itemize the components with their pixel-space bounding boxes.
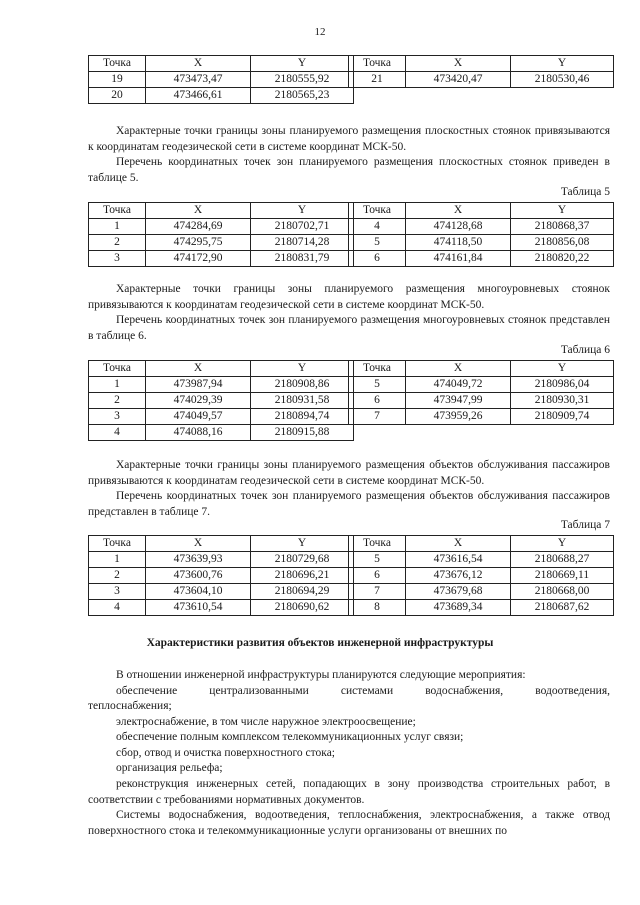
multi-level-parking-paragraph-2: Перечень координатных точек зон планируемого размещения многоуровневых стоянок представлен в таблице 6. (88, 314, 610, 342)
column-header: Y (251, 203, 354, 219)
table-cell: 2180690,62 (251, 600, 354, 616)
table-cell: 2180669,11 (511, 568, 614, 584)
column-header: X (406, 56, 511, 72)
column-header: Точка (89, 361, 146, 377)
table-header-row (349, 361, 614, 377)
column-header: X (406, 536, 511, 552)
column-header: Точка (89, 203, 146, 219)
table-cell: 474049,72 (406, 377, 511, 393)
infrastructure-item-4: сбор, отвод и очистка поверхностного стока; (116, 747, 335, 759)
table-cell: 2180986,04 (511, 377, 614, 393)
column-header: Y (251, 361, 354, 377)
table-cell: 474029,39 (146, 393, 251, 409)
table-row (89, 409, 354, 425)
table-6-left (88, 360, 354, 441)
column-header: Точка (349, 536, 406, 552)
table-cell: 2180856,08 (511, 235, 614, 251)
table-row (89, 219, 354, 235)
table-cell: 1 (89, 219, 146, 235)
table-cell: 474049,57 (146, 409, 251, 425)
table-header-row (349, 203, 614, 219)
table-cell: 2180894,74 (251, 409, 354, 425)
column-header: Точка (349, 56, 406, 72)
table-cell: 2180915,88 (251, 425, 354, 441)
table-header-row (89, 203, 354, 219)
table-row (349, 409, 614, 425)
column-header: X (146, 56, 251, 72)
table-cell: 2180687,62 (511, 600, 614, 616)
passenger-services-paragraph-1: Характерные точки границы зоны планируемого размещения объектов обслуживания пассажиров привязываются к координатам геодезической сети в системе координат МСК-50. (88, 459, 610, 487)
table-cell: 473600,76 (146, 568, 251, 584)
table-cell: 20 (89, 88, 146, 104)
column-header: X (406, 203, 511, 219)
table-cell: 7 (349, 409, 406, 425)
table-cell: 2180908,86 (251, 377, 354, 393)
coordinates-table-continued-right (348, 55, 614, 88)
table-7-left (88, 535, 354, 616)
table-cell: 2180831,79 (251, 251, 354, 267)
table-cell: 473610,54 (146, 600, 251, 616)
table-cell: 474161,84 (406, 251, 511, 267)
table-cell: 4 (89, 425, 146, 441)
table-cell: 473959,26 (406, 409, 511, 425)
table-row (89, 377, 354, 393)
column-header: Y (511, 536, 614, 552)
table-cell: 5 (349, 235, 406, 251)
table-cell: 2180565,23 (251, 88, 354, 104)
table-row (89, 393, 354, 409)
table-cell: 2180820,22 (511, 251, 614, 267)
table-row (349, 393, 614, 409)
table-cell: 4 (89, 600, 146, 616)
infrastructure-item-5: организация рельефа; (116, 762, 223, 774)
table-header-row (349, 536, 614, 552)
table-cell: 6 (349, 568, 406, 584)
table-cell: 6 (349, 393, 406, 409)
table-cell: 5 (349, 552, 406, 568)
table-row (349, 584, 614, 600)
table-cell: 5 (349, 377, 406, 393)
table-7-caption: Таблица 7 (560, 519, 610, 531)
infrastructure-closing-paragraph: Системы водоснабжения, водоотведения, теплоснабжения, электроснабжения, а также отвод поверхностного стока и телекоммуникационные услуги организованы от внешних по (88, 809, 610, 837)
table-cell: 2 (89, 235, 146, 251)
table-cell: 21 (349, 72, 406, 88)
table-cell: 8 (349, 600, 406, 616)
table-5-right (348, 202, 614, 267)
infrastructure-item-2: электроснабжение, в том числе наружное электроосвещение; (116, 716, 416, 728)
column-header: X (406, 361, 511, 377)
table-cell: 473604,10 (146, 584, 251, 600)
infrastructure-item-1-line-1: обеспечение централизованными системами водоснабжения, водоотведения, (116, 685, 610, 697)
infrastructure-heading: Характеристики развития объектов инженерной инфраструктуры (146, 637, 494, 649)
column-header: Y (511, 203, 614, 219)
flat-parking-paragraph-2: Перечень координатных точек зон планируемого размещения плоскостных стоянок приведен в таблице 5. (88, 156, 610, 184)
table-row (349, 72, 614, 88)
table-cell: 3 (89, 584, 146, 600)
table-row (349, 552, 614, 568)
table-row (89, 568, 354, 584)
table-row (89, 251, 354, 267)
table-cell: 473473,47 (146, 72, 251, 88)
column-header: Y (511, 361, 614, 377)
flat-parking-paragraph-1: Характерные точки границы зоны планируемого размещения плоскостных стоянок привязываются к координатам геодезической сети в системе координат МСК-50. (88, 125, 610, 153)
table-cell: 7 (349, 584, 406, 600)
table-cell: 473676,12 (406, 568, 511, 584)
table-cell: 474295,75 (146, 235, 251, 251)
table-header-row (349, 56, 614, 72)
table-cell: 474118,50 (406, 235, 511, 251)
table-cell: 2180696,21 (251, 568, 354, 584)
table-row (89, 425, 354, 441)
table-7-right (348, 535, 614, 616)
column-header: X (146, 361, 251, 377)
table-cell: 2180714,28 (251, 235, 354, 251)
table-cell: 2180668,00 (511, 584, 614, 600)
table-cell: 474088,16 (146, 425, 251, 441)
table-cell: 2180930,31 (511, 393, 614, 409)
table-row (89, 584, 354, 600)
table-cell: 2180729,68 (251, 552, 354, 568)
column-header: X (146, 536, 251, 552)
table-cell: 3 (89, 251, 146, 267)
column-header: Y (251, 536, 354, 552)
column-header: Точка (89, 56, 146, 72)
table-cell: 2180702,71 (251, 219, 354, 235)
table-row (349, 251, 614, 267)
table-5-caption: Таблица 5 (560, 186, 610, 198)
table-6-right (348, 360, 614, 425)
column-header: Точка (349, 203, 406, 219)
table-cell: 2180868,37 (511, 219, 614, 235)
column-header: X (146, 203, 251, 219)
table-row (349, 568, 614, 584)
table-cell: 473466,61 (146, 88, 251, 104)
infrastructure-intro: В отношении инженерной инфраструктуры планируются следующие мероприятия: (116, 669, 526, 681)
table-cell: 2 (89, 393, 146, 409)
table-row (89, 235, 354, 251)
table-row (349, 219, 614, 235)
table-row (89, 88, 354, 104)
table-5-left (88, 202, 354, 267)
table-cell: 2180530,46 (511, 72, 614, 88)
infrastructure-item-1-line-2: теплоснабжения; (88, 700, 172, 712)
page-number: 12 (314, 26, 326, 38)
table-6-caption: Таблица 6 (560, 344, 610, 356)
table-cell: 2 (89, 568, 146, 584)
infrastructure-item-3: обеспечение полным комплексом телекоммуникационных услуг связи; (116, 731, 464, 743)
table-cell: 1 (89, 552, 146, 568)
table-cell: 473947,99 (406, 393, 511, 409)
infrastructure-item-6: реконструкция инженерных сетей, попадающих в зону производства строительных работ, в соответствии с требованиями нормативных документов. (88, 778, 610, 806)
table-cell: 473616,54 (406, 552, 511, 568)
table-row (89, 600, 354, 616)
table-cell: 473420,47 (406, 72, 511, 88)
table-cell: 2180694,29 (251, 584, 354, 600)
table-cell: 19 (89, 72, 146, 88)
table-cell: 473639,93 (146, 552, 251, 568)
table-header-row (89, 361, 354, 377)
table-row (349, 377, 614, 393)
table-row (89, 72, 354, 88)
table-cell: 473987,94 (146, 377, 251, 393)
table-cell: 474128,68 (406, 219, 511, 235)
column-header: Y (511, 56, 614, 72)
table-cell: 474284,69 (146, 219, 251, 235)
coordinates-table-continued-left (88, 55, 354, 104)
column-header: Точка (89, 536, 146, 552)
table-cell: 1 (89, 377, 146, 393)
table-cell: 473679,68 (406, 584, 511, 600)
table-cell: 2180909,74 (511, 409, 614, 425)
table-cell: 2180688,27 (511, 552, 614, 568)
table-cell: 474172,90 (146, 251, 251, 267)
table-cell: 3 (89, 409, 146, 425)
multi-level-parking-paragraph-1: Характерные точки границы зоны планируемого размещения многоуровневых стоянок привязываются к координатам геодезической сети в системе координат МСК-50. (88, 283, 610, 311)
table-row (349, 235, 614, 251)
table-cell: 473689,34 (406, 600, 511, 616)
table-cell: 2180931,58 (251, 393, 354, 409)
table-row (349, 600, 614, 616)
table-cell: 2180555,92 (251, 72, 354, 88)
table-cell: 6 (349, 251, 406, 267)
passenger-services-paragraph-2: Перечень координатных точек зон планируемого размещения объектов обслуживания пассажиров представлен в таблице 7. (88, 490, 610, 518)
table-cell: 4 (349, 219, 406, 235)
column-header: Точка (349, 361, 406, 377)
column-header: Y (251, 56, 354, 72)
table-row (89, 552, 354, 568)
table-header-row (89, 56, 354, 72)
table-header-row (89, 536, 354, 552)
